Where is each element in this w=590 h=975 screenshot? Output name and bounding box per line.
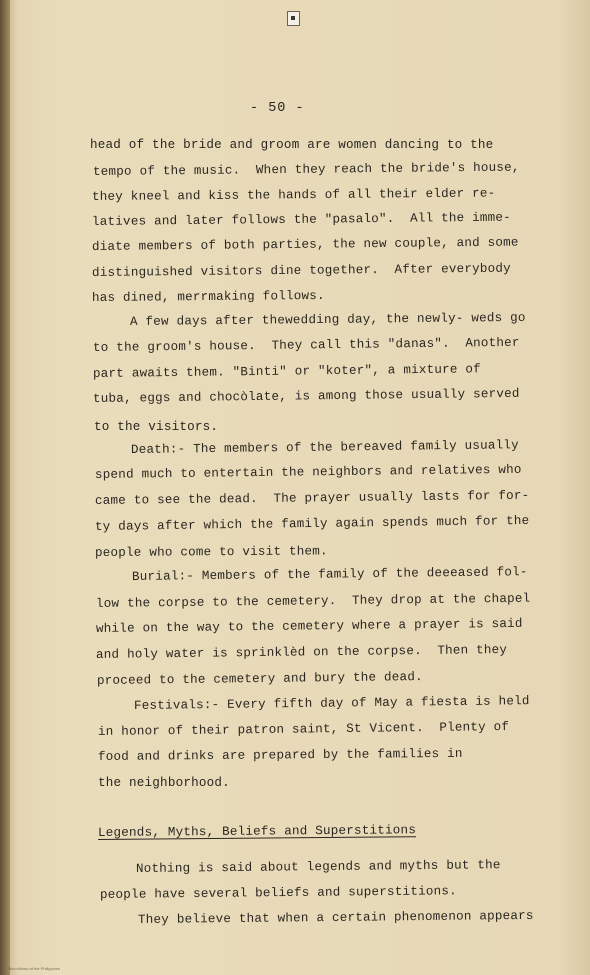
text-line: people have several beliefs and superstitions. [99,884,457,902]
text-line: they kneel and kiss the hands of all their elder re- [91,186,496,204]
text-line: low the corpse to the cemetery. They drop at the chapel [95,591,531,611]
text-line: distinguished visitors dine together. After everybody [91,261,511,280]
text-line: to the groom's house. They call this "danas". Another [92,335,520,355]
staple-icon [287,11,300,26]
text-line: part awaits them. "Binti" or "koter", a mixture of [92,362,481,381]
text-line: A few days after thewedding day, the newly- weds go [129,310,526,329]
text-line: the neighborhood. [98,776,230,790]
text-line: ty days after which the family again spends much for the [94,513,530,534]
text-line: in honor of their patron saint, St Vicent. Plenty of [97,719,510,739]
text-line: Death:- The members of the bereaved family usually [130,438,519,457]
text-line: head of the bride and groom are women dancing to the [90,138,494,152]
text-line: people who come to visit them. [94,544,328,560]
section-heading: Legends, Myths, Beliefs and Superstitions [97,823,417,840]
text-line: to the visitors. [94,420,219,434]
text-line: food and drinks are prepared by the families in [97,746,463,764]
text-line: Burial:- Members of the family of the deeeased fol- [131,565,528,584]
text-line: spend much to entertain the neighbors and relatives who [94,462,522,482]
page-number: - 50 - [250,101,305,116]
text-line: came to see the dead. The prayer usually lasts for for- [94,488,530,508]
text-line: tempo of the music. When they reach the bride's house, [92,160,520,179]
text-line: They believe that when a certain phenomenon appears [137,908,534,927]
text-line: tuba, eggs and chocòlate, is among those usually served [92,386,520,406]
text-line: has dined, merrmaking follows. [91,288,325,305]
text-line: while on the way to the cemetery where a prayer is said [95,616,523,636]
microfilm-footer: Microfilmed at the Philippines [8,966,61,971]
text-line: and holy water is sprinklèd on the corpse. Then they [95,642,508,662]
text-line: proceed to the cemetery and bury the dead. [96,670,423,688]
binding-edge [0,0,10,975]
text-line: diate members of both parties, the new couple, and some [91,235,519,254]
text-line: Nothing is said about legends and myths but the [135,858,501,876]
text-line: Festivals:- Every fifth day of May a fiesta is held [133,694,530,713]
text-line: latives and later follows the "pasalo". All the imme- [91,210,511,229]
